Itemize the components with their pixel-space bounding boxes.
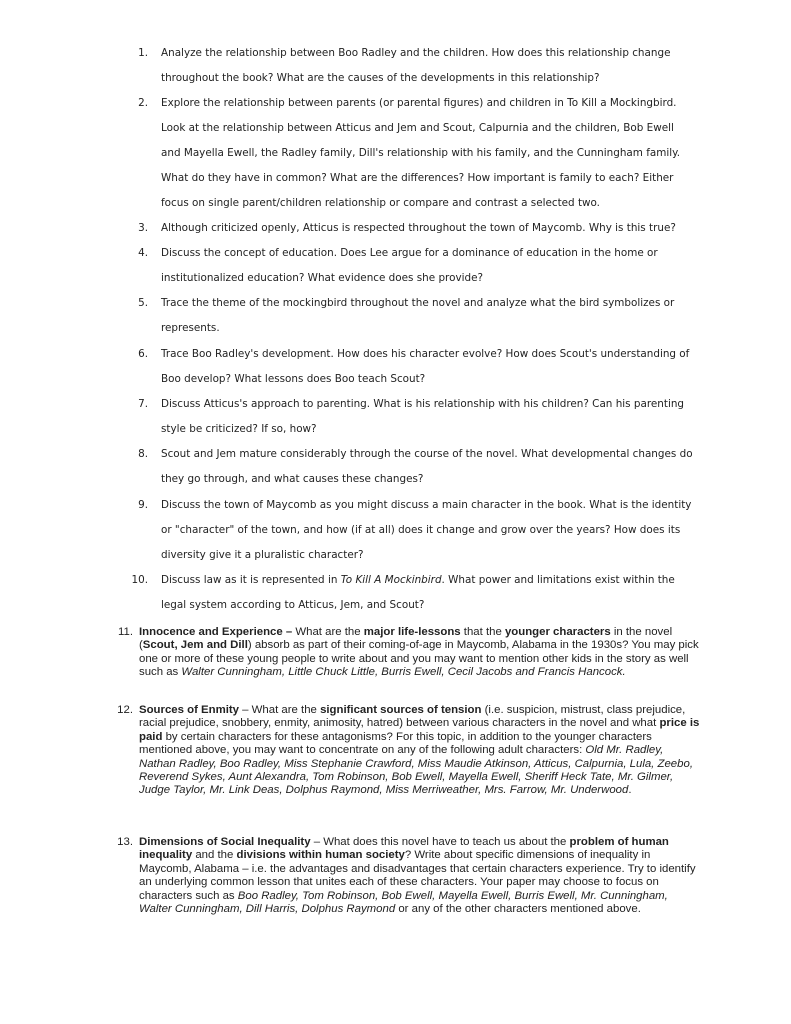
question-number: 1.	[138, 47, 148, 59]
question-line: Discuss law as it is represented in To Kill A Mockinbird. What power and limitations exist within the	[161, 574, 675, 586]
question-line: Discuss the town of Maycomb as you might discuss a main character in the book. What is the identity	[161, 499, 692, 511]
essay-topic-number: 12.	[117, 704, 133, 716]
character-names: Boo Radley, Tom Robinson, Bob Ewell, Mayella Ewell, Burris Ewell, Mr. Cunningham, Walter Cunningham, Dill Harris, Dolphus Raymond	[139, 889, 668, 916]
essay-topic-text	[139, 704, 701, 798]
emphasis-bold: significant sources of tension	[320, 704, 482, 716]
text-run: and the	[192, 849, 237, 862]
question-number: 2.	[138, 97, 148, 109]
question-line: represents.	[161, 322, 220, 334]
text-run: – What does this novel have to teach us about the	[310, 836, 570, 848]
question-number: 10.	[131, 574, 148, 586]
emphasis-bold: price is paid	[139, 717, 700, 743]
text-run: that the	[460, 626, 505, 638]
question-line: Discuss the concept of education. Does Lee argue for a dominance of education in the home or	[161, 247, 658, 259]
question-line: Trace the theme of the mockingbird throughout the novel and analyze what the bird symbolizes or	[161, 297, 675, 309]
character-names: Old Mr. Radley, Nathan Radley, Boo Radley, Miss Stephanie Crawford, Miss Maudie Atkinson, Atticus, Calpurnia, Lula, Zeebo, Reverend Sykes, Aunt Alexandra, Tom Robinson, Bob Ewell, Mayella Ewell, Sheriff Heck Tate, Mr. Gilmer, Judge Taylor, Mr. Link Deas, Dolphus Raymond, Miss Merriweather, Mrs. Farrow, Mr. Underwood	[139, 744, 693, 797]
text-run: in the novel (	[139, 626, 673, 652]
question-number: 3.	[138, 222, 148, 234]
question-line: Discuss Atticus's approach to parenting. What is his relationship with his children? Can his parenting	[161, 398, 685, 410]
character-names: Walter Cunningham, Little Chuck Little, Burris Ewell, Cecil Jacobs and Francis Hancock.	[181, 666, 626, 679]
text-run: What are the	[295, 626, 364, 638]
question-line: throughout the book? What are the causes of the developments in this relationship?	[161, 72, 600, 84]
question-number: 4.	[138, 247, 148, 259]
question-line: legal system according to Atticus, Jem, and Scout?	[161, 599, 425, 611]
emphasis-bold: Sources of Enmity	[139, 704, 240, 716]
question-line: Although criticized openly, Atticus is respected throughout the town of Maycomb. Why is this true?	[161, 222, 676, 234]
emphasis-bold: divisions within human society	[236, 849, 405, 862]
emphasis-bold: Dimensions of Social Inequality	[139, 836, 311, 848]
question-line: and Mayella Ewell, the Radley family, Dill's relationship with his family, and the Cunningham family.	[161, 147, 681, 159]
question-line: they go through, and what causes these changes?	[161, 473, 424, 485]
question-line: institutionalized education? What evidence does she provide?	[161, 272, 483, 284]
question-line: style be criticized? If so, how?	[161, 423, 317, 435]
question-line: focus on single parent/children relationship or compare and contrast a selected two.	[161, 197, 600, 209]
text-run: by certain characters for these antagonisms? For this topic, in addition to the younger characters mentioned above, you may want to concentrate on any of the following adult characters:	[139, 730, 652, 757]
question-line: Analyze the relationship between Boo Radley and the children. How does this relationship change	[161, 47, 671, 59]
emphasis-bold: Scout, Jem and Dill	[142, 639, 248, 652]
question-number: 9.	[138, 499, 148, 511]
emphasis-bold: Innocence and Experience –	[139, 626, 296, 638]
question-line: diversity give it a pluralistic character?	[161, 549, 364, 561]
essay-topic-text	[139, 626, 701, 680]
question-line: Boo develop? What lessons does Boo teach Scout?	[161, 373, 426, 385]
text-run: ) absorb as part of their coming-of-age in Maycomb, Alabama in the 1930s? You may pick one or more of these young people to write about and you may want to mention other kids in the story as well such as	[139, 639, 699, 679]
essay-topic-text	[139, 836, 701, 916]
question-line: Explore the relationship between parents (or parental figures) and children in To Kill a Mockingbird.	[161, 97, 677, 109]
question-number: 5.	[138, 297, 148, 309]
question-number: 7.	[138, 398, 148, 410]
question-number: 8.	[138, 448, 148, 460]
question-line: Look at the relationship between Atticus and Jem and Scout, Calpurnia and the children, Bob Ewell	[161, 122, 674, 134]
text-run: .	[628, 784, 632, 797]
question-number: 6.	[138, 348, 148, 360]
text-run: (i.e. suspicion, mistrust, class prejudice, racial prejudice, snobbery, enmity, animosity, hatred) between various characters in the novel and what	[139, 704, 686, 730]
question-line: What do they have in common? What are the differences? How important is family to each? Either	[161, 172, 674, 184]
question-line: or "character" of the town, and how (if at all) does it change and grow over the years? How does its	[161, 524, 681, 536]
text-run: or any of the other characters mentioned above.	[395, 903, 641, 916]
text-run: – What are the	[239, 704, 321, 716]
emphasis-bold: younger characters	[504, 626, 611, 638]
emphasis-bold: major life-lessons	[363, 626, 461, 638]
essay-topic-number: 11.	[118, 626, 133, 638]
question-line: Scout and Jem mature considerably through the course of the novel. What developmental changes do	[161, 448, 693, 460]
emphasis-bold: problem of human inequality	[139, 836, 669, 862]
book-title: To Kill A Mockinbird	[340, 574, 442, 586]
text-run: ? Write about specific dimensions of inequality in Maycomb, Alabama – i.e. the advantages and disadvantages that certain characters experience. Try to identify an underlying common lesson that unites each of these characters. Your paper may choose to focus on characters such as	[139, 849, 696, 902]
essay-topic-number: 13.	[117, 836, 133, 848]
question-line: Trace Boo Radley's development. How does his character evolve? How does Scout's understanding of	[161, 348, 690, 360]
